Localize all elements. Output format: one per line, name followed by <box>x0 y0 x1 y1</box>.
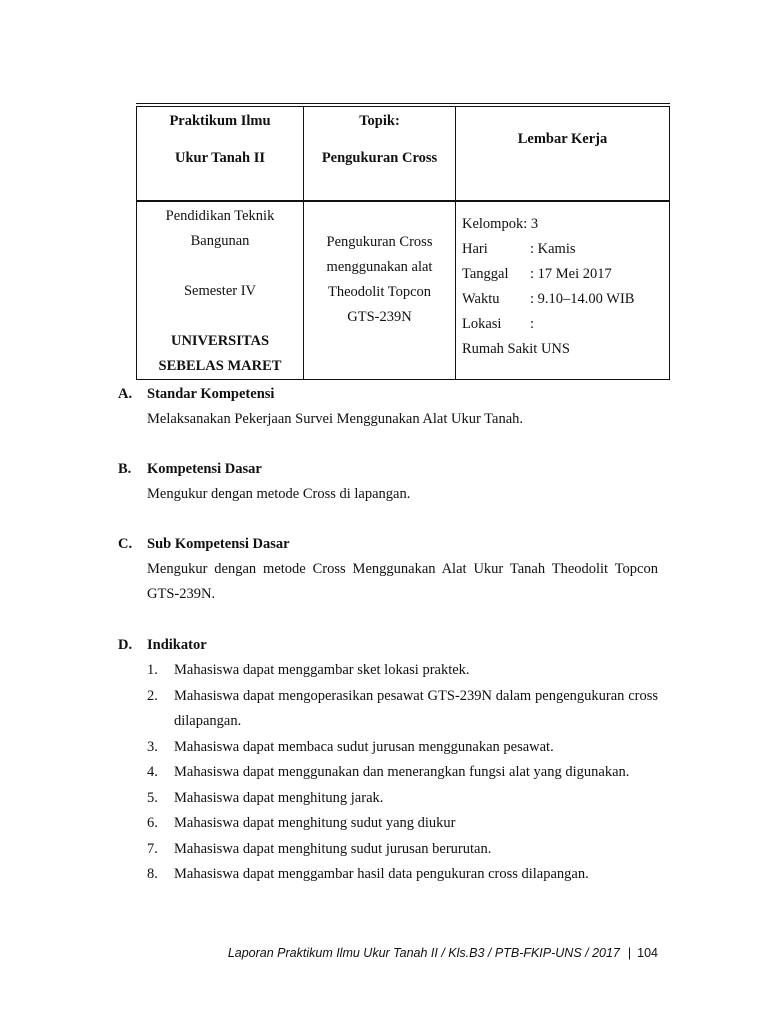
list-item-text: Mahasiswa dapat membaca sudut jurusan menggunakan pesawat. <box>174 738 554 755</box>
topic-cell <box>304 105 456 201</box>
list-item-text: Mahasiswa dapat menggambar sket lokasi praktek. <box>174 662 470 678</box>
footer-separator: | <box>627 946 632 960</box>
section-d <box>118 633 658 888</box>
indicator-list <box>118 658 658 888</box>
list-item <box>147 760 658 786</box>
date-row <box>462 262 669 287</box>
list-item-text: Mahasiswa dapat menghitung jarak. <box>174 789 384 806</box>
section-d-heading <box>118 633 658 658</box>
section-c-heading <box>118 532 658 557</box>
section-b-letter: B. <box>118 461 132 477</box>
topic-desc-cell <box>304 201 456 380</box>
list-item-number: 6. <box>147 815 158 831</box>
date-value: : 17 Mei 2017 <box>530 266 612 282</box>
group-number: Kelompok: 3 <box>462 216 539 232</box>
date-label: Tanggal <box>462 266 509 282</box>
list-item-number: 2. <box>147 687 158 704</box>
section-b <box>118 457 658 507</box>
section-d-title: Indikator <box>147 637 207 653</box>
section-a <box>118 382 658 432</box>
section-a-heading <box>118 382 658 407</box>
list-item-text: Mahasiswa dapat menghitung sudut jurusan berurutan. <box>174 840 492 857</box>
section-c-title: Sub Kompetensi Dasar <box>147 536 290 552</box>
list-item <box>147 811 658 837</box>
list-item-text: Mahasiswa dapat menggunakan dan menerangkan fungsi alat yang digunakan. <box>174 764 630 780</box>
course-title-cell <box>137 105 304 201</box>
institution-cell <box>137 201 304 380</box>
topic-desc-line4: GTS-239N <box>347 309 412 325</box>
list-item <box>147 862 658 888</box>
list-item-number: 1. <box>147 662 158 678</box>
page-number: 104 <box>637 946 658 960</box>
worksheet-title-cell <box>456 105 670 201</box>
list-item-number: 7. <box>147 840 158 857</box>
course-title-line1: Praktikum Ilmu <box>169 113 271 129</box>
university-line1: UNIVERSITAS <box>170 333 270 349</box>
semester: Semester IV <box>183 283 257 299</box>
section-a-letter: A. <box>118 386 133 402</box>
university-line2: SEBELAS MARET <box>158 358 282 374</box>
section-c-body: Mengukur dengan metode Cross Menggunakan Alat Ukur Tanah Theodolit Topcon GTS-239N. <box>147 561 658 602</box>
section-b-body: Mengukur dengan metode Cross di lapangan. <box>147 486 411 502</box>
session-info-cell <box>456 201 670 380</box>
list-item-number: 3. <box>147 738 158 755</box>
section-a-body: Melaksanakan Pekerjaan Survei Menggunakan Alat Ukur Tanah. <box>147 411 524 427</box>
location-colon: : <box>530 316 535 332</box>
section-b-heading <box>118 457 658 482</box>
section-a-title: Standar Kompetensi <box>147 386 275 402</box>
day-row <box>462 237 669 262</box>
course-title-line2: Ukur Tanah II <box>174 150 266 166</box>
list-item-text: Mahasiswa dapat menghitung sudut yang diukur <box>174 815 456 831</box>
topic-desc-line2: menggunakan alat <box>326 259 433 275</box>
day-value: : Kamis <box>530 241 576 257</box>
time-label: Waktu <box>462 291 500 307</box>
day-label: Hari <box>462 241 488 257</box>
program-line1: Pendidikan Teknik <box>165 208 275 224</box>
list-item-number: 5. <box>147 789 158 806</box>
program-line2: Bangunan <box>190 233 250 249</box>
list-item <box>147 658 658 684</box>
header-table <box>136 103 670 380</box>
list-item-text: Mahasiswa dapat mengoperasikan pesawat GTS-239N dalam pengengukuran cross dilapangan. <box>174 687 658 729</box>
list-item-text: Mahasiswa dapat menggambar hasil data pengukuran cross dilapangan. <box>174 866 589 882</box>
location-value: Rumah Sakit UNS <box>462 341 570 357</box>
location-row <box>462 312 669 337</box>
section-d-letter: D. <box>118 637 133 653</box>
worksheet-title: Lembar Kerja <box>517 131 608 147</box>
topic-value: Pengukuran Cross <box>321 150 438 166</box>
section-b-title: Kompetensi Dasar <box>147 461 262 477</box>
section-c <box>118 532 658 607</box>
time-row <box>462 287 669 312</box>
list-item <box>147 684 658 735</box>
list-item <box>147 786 658 812</box>
section-c-letter: C. <box>118 536 133 552</box>
page-footer <box>228 946 658 960</box>
list-item <box>147 735 658 761</box>
topic-label: Topik: <box>359 113 400 129</box>
list-item-number: 4. <box>147 764 158 780</box>
location-label: Lokasi <box>462 316 502 332</box>
list-item-number: 8. <box>147 866 158 882</box>
topic-desc-line3: Theodolit Topcon <box>327 284 432 300</box>
topic-desc-line1: Pengukuran Cross <box>326 234 433 250</box>
time-value: : 9.10–14.00 WIB <box>530 291 635 307</box>
list-item <box>147 837 658 863</box>
footer-text: Laporan Praktikum Ilmu Ukur Tanah II / Kls.B3 / PTB-FKIP-UNS / 2017 <box>227 946 620 960</box>
